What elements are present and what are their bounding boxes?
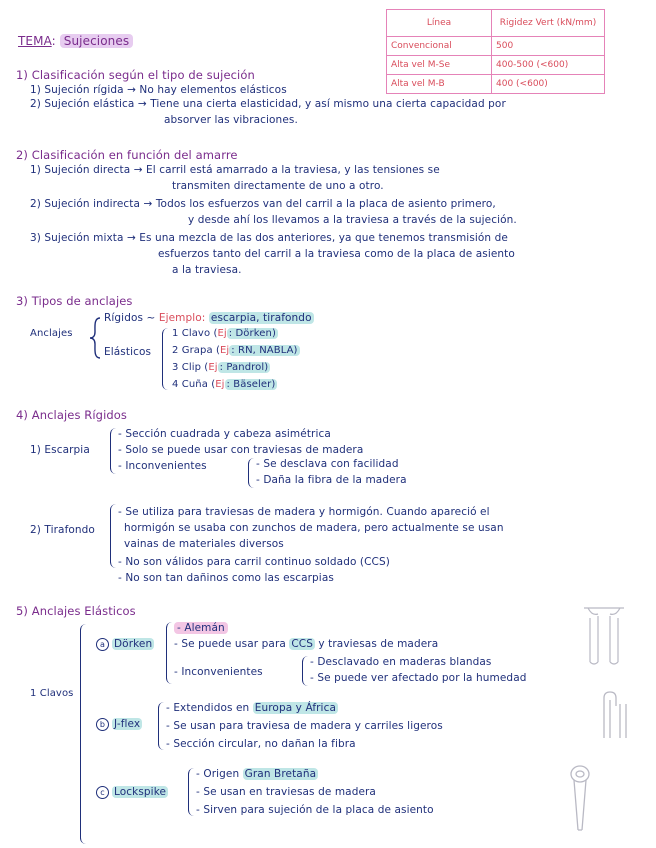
jflex-spike-sketch-icon (596, 690, 630, 740)
elastic-type-example: : Dörken) (228, 328, 276, 339)
elastic-type-1 (172, 328, 278, 339)
lockspike-number: c (96, 786, 109, 799)
elastic-type-2 (172, 345, 300, 356)
escarpia-item-1: - Sección cuadrada y cabeza asimétrica (118, 428, 331, 440)
lockspike-item-1-text: - Origen (196, 768, 243, 780)
s1-item-2a: 2) Sujeción elástica → Tiene una cierta elasticidad, y así mismo una cierta capacidad por (30, 98, 506, 110)
curly-brace-icon (88, 316, 102, 360)
dorken-brace (166, 622, 173, 684)
elastic-type-label: 1 Clavo ( (172, 328, 218, 339)
table-row (387, 37, 605, 56)
elastic-type-label: 4 Cuña ( (172, 379, 216, 390)
table-cell: Alta vel M-B (387, 75, 492, 94)
jflex-item-2: - Se usan para traviesa de madera y carriles ligeros (166, 720, 443, 732)
tirafondo-label: 2) Tirafondo (30, 524, 95, 536)
ccs-highlight: CCS (291, 638, 313, 650)
table-cell: 500 (492, 37, 605, 56)
table-row (387, 56, 605, 75)
s2-item-1a: 1) Sujeción directa → El carril está amarrado a la traviesa, y las tensiones se (30, 164, 440, 176)
lockspike-item-2: - Se usan en traviesas de madera (196, 786, 376, 798)
section-4-title: 4) Anclajes Rígidos (16, 408, 128, 422)
table-header-row (387, 10, 605, 37)
jflex-brace (158, 702, 165, 750)
tirafondo-item-2: - No son válidos para carril continuo soldado (CCS) (118, 556, 390, 568)
tirafondo-item-1a: - Se utiliza para traviesas de madera y hormigón. Cuando apareció el (118, 506, 490, 518)
elastic-type-label: 2 Grapa ( (172, 345, 220, 356)
ej-label: Ej (215, 379, 225, 390)
s2-item-2a: 2) Sujeción indirecta → Todos los esfuerzos van del carril a la placa de asiento primero, (30, 198, 496, 210)
jflex-item-1-text: - Extendidos en (166, 702, 253, 714)
table-header-cell: Línea (387, 10, 492, 37)
rigidity-table (386, 9, 605, 94)
dorken-label: Dörken (114, 638, 153, 650)
lockspike-sketch-icon (566, 764, 594, 834)
section-2-title: 2) Clasificación en función del amarre (16, 148, 238, 162)
s2-item-3b: esfuerzos tanto del carril a la traviesa como de la placa de asiento (158, 248, 515, 260)
tirafondo-item-1c: vainas de materiales diversos (124, 538, 284, 550)
lockspike-origin-highlight: Gran Bretaña (244, 768, 317, 780)
tirafondo-item-3: - No son tan dañinos como las escarpias (118, 572, 334, 584)
jflex-number: b (96, 718, 109, 731)
ejemplo-value: escarpia, tirafondo (210, 312, 312, 324)
dorken-number: a (96, 638, 109, 651)
ej-label: Ej (217, 328, 227, 339)
s1-item-2b: absorver las vibraciones. (164, 114, 298, 126)
jflex-item-1 (166, 702, 338, 714)
table-row (387, 75, 605, 94)
elastic-type-3 (172, 362, 270, 373)
section-1-title: 1) Clasificación según el tipo de sujeción (16, 68, 255, 82)
rigidos-label: Rígidos ~ (104, 312, 156, 324)
anclajes-label: Anclajes (30, 328, 73, 339)
elastic-type-label: 3 Clip ( (172, 362, 209, 373)
escarpia-item-3: - Inconvenientes (118, 460, 207, 472)
lockspike-item-3: - Sirven para sujeción de la placa de asiento (196, 804, 434, 816)
section-3-title: 3) Tipos de anclajes (16, 294, 133, 308)
s2-item-3a: 3) Sujeción mixta → Es una mezcla de las dos anteriores, ya que tenemos transmisión de (30, 232, 508, 244)
table-cell: Alta vel M-Se (387, 56, 492, 75)
tirafondo-brace (110, 504, 117, 568)
s1-item-1: 1) Sujeción rígida → No hay elementos elásticos (30, 84, 287, 96)
dorken-inconveniente-2: - Se puede ver afectado por la humedad (310, 672, 527, 684)
lockspike-brace (188, 768, 195, 816)
tirafondo-item-1b: hormigón se usaba con zunchos de madera, pero actualmente se usan (124, 522, 504, 534)
dorken-item-2-rest: y traviesas de madera (314, 638, 439, 650)
table-cell: Convencional (387, 37, 492, 56)
elastic-type-4 (172, 379, 277, 390)
dorken-inconvenientes-brace (302, 656, 309, 686)
ejemplo-label: Ejemplo: (158, 312, 206, 324)
dorken-item-3: - Inconvenientes (174, 666, 263, 678)
ej-label: Ej (208, 362, 218, 373)
elastic-type-example: : Pandrol) (219, 362, 269, 373)
dorken-spike-sketch-icon (578, 604, 630, 666)
tema-label: TEMA (18, 34, 52, 48)
jflex-heading (96, 718, 142, 731)
lockspike-item-1 (196, 768, 318, 780)
clavos-label: 1 Clavos (30, 688, 74, 699)
jflex-label: J-flex (114, 718, 141, 730)
dorken-heading (96, 638, 154, 651)
dorken-item-2 (174, 638, 438, 650)
s2-item-2b: y desde ahí los llevamos a la traviesa a través de la sujeción. (188, 214, 517, 226)
s2-item-1b: transmiten directamente de uno a otro. (172, 180, 384, 192)
escarpia-brace (110, 428, 117, 474)
section-5-title: 5) Anclajes Elásticos (16, 604, 136, 618)
lockspike-label: Lockspike (114, 786, 167, 798)
dorken-inconveniente-1: - Desclavado en maderas blandas (310, 656, 492, 668)
ej-label: Ej (220, 345, 230, 356)
lockspike-heading (96, 786, 168, 799)
inconveniente-2: - Daña la fibra de la madera (256, 474, 407, 486)
jflex-region-highlight: Europa y África (254, 702, 336, 714)
inconveniente-1: - Se desclava con facilidad (256, 458, 399, 470)
dorken-item-2-text: - Se puede usar para (174, 638, 290, 650)
s2-item-3c: a la traviesa. (172, 264, 242, 276)
clavos-brace (80, 624, 87, 844)
escarpia-item-2: - Solo se puede usar con traviesas de madera (118, 444, 364, 456)
page-title: TEMA: Sujeciones (18, 34, 133, 48)
elastic-type-example: : RN, NABLA) (231, 345, 298, 356)
dorken-origin: - Alemán (174, 622, 228, 634)
table-cell: 400-500 (<600) (492, 56, 605, 75)
table-cell: 400 (<600) (492, 75, 605, 94)
elasticos-label: Elásticos (104, 346, 152, 358)
inconvenientes-brace (248, 458, 255, 488)
table-header-cell: Rigidez Vert (kN/mm) (492, 10, 605, 37)
jflex-item-3: - Sección circular, no dañan la fibra (166, 738, 356, 750)
elastic-type-example: : Bäseler) (226, 379, 276, 390)
elasticos-brace (162, 328, 169, 390)
escarpia-label: 1) Escarpia (30, 444, 90, 456)
dorken-item-1 (174, 622, 228, 634)
rigidos-row (104, 312, 314, 324)
tema-title: Sujeciones (60, 34, 133, 48)
